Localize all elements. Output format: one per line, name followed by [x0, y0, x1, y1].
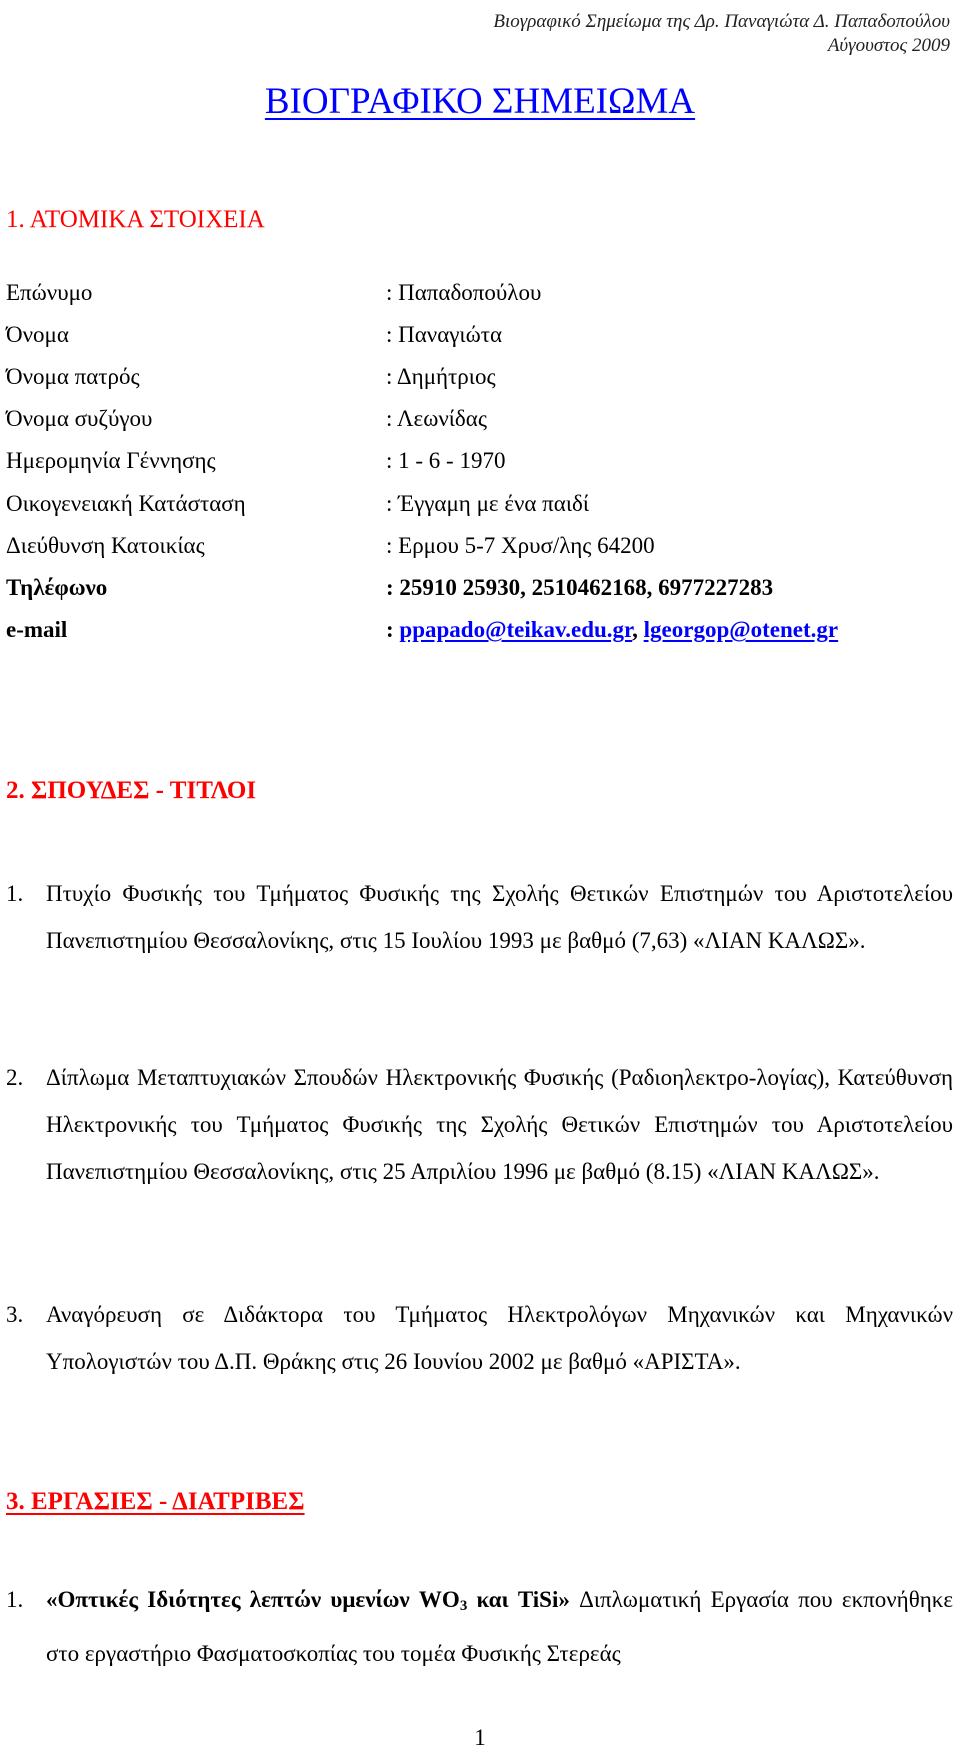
info-row-father-name — [6, 364, 946, 404]
info-label: e-mail — [6, 617, 68, 642]
email-prefix: : — [386, 617, 400, 642]
section-heading-studies: 2. ΣΠΟΥΔΕΣ - ΤΙΤΛΟΙ — [6, 777, 257, 804]
section-heading-theses: 3. ΕΡΓΑΣΙΕΣ - ΔΙΑΤΡΙΒΕΣ — [6, 1488, 305, 1515]
section-heading-personal-info: 1. ΑΤΟΜΙΚΑ ΣΤΟΙΧΕΙΑ — [6, 206, 265, 233]
running-header — [493, 10, 950, 58]
info-value: : 1 - 6 - 1970 — [386, 448, 506, 473]
thesis-title-part1: «Οπτικές Ιδιότητες λεπτών υμενίων WO — [46, 1587, 460, 1612]
info-row-surname — [6, 280, 946, 320]
study-item-3 — [6, 1291, 953, 1385]
study-item-1 — [6, 870, 953, 964]
info-label: Διεύθυνση Κατοικίας — [6, 533, 205, 558]
document-title: ΒΙΟΓΡΑΦΙΚΟ ΣΗΜΕΙΩΜΑ — [264, 81, 696, 122]
item-number: 2. — [6, 1065, 24, 1090]
info-label: Οικογενειακή Κατάσταση — [6, 491, 246, 516]
info-row-birth-date — [6, 448, 946, 488]
info-row-first-name — [6, 322, 946, 362]
email-value — [386, 617, 838, 643]
info-label: Επώνυμο — [6, 280, 93, 305]
info-row-address — [6, 533, 946, 573]
info-value: : Παναγιώτα — [386, 322, 503, 347]
item-number: 3. — [6, 1302, 24, 1327]
info-row-email — [6, 617, 946, 657]
thesis-item-1 — [6, 1576, 953, 1677]
email-link-teikav[interactable]: ppapado@teikav.edu.gr — [399, 617, 633, 642]
thesis-title-subscript: 3 — [459, 1598, 468, 1614]
info-label: Ημερομηνία Γέννησης — [6, 448, 216, 473]
info-value: : Παπαδοπούλου — [386, 280, 542, 305]
info-label: Όνομα — [6, 322, 69, 347]
info-label: Όνομα συζύγου — [6, 406, 153, 431]
thesis-description: Διπλωματική Εργασία που εκπονήθηκε στο εργαστήριο Φασματοσκοπίας του τομέα Φυσικής Στερεάς — [46, 1587, 953, 1666]
item-text: Πτυχίο Φυσικής του Τμήματος Φυσικής της Σχολής Θετικών Επιστημών του Αριστοτελείου Πανεπιστημίου Θεσσαλονίκης, στις 15 Ιουλίου 1993 με βαθμό (7,63) «ΛΙΑΝ ΚΑΛΩΣ». — [46, 881, 953, 953]
thesis-title-part2: και TiSi» — [467, 1587, 570, 1612]
info-value: : Λεωνίδας — [386, 406, 487, 431]
item-text: Δίπλωμα Μεταπτυχιακών Σπουδών Ηλεκτρονικής Φυσικής (Ραδιοηλεκτρο-λογίας), Κατεύθυνση Ηλεκτρονικής του Τμήματος Φυσικής της Σχολής Θετικών Επιστημών του Αριστοτελείου Πανεπιστημίου Θεσσαλονίκης, στις 25 Απριλίου 1996 με βαθμό (8.15) «ΛΙΑΝ ΚΑΛΩΣ». — [46, 1065, 953, 1184]
study-item-2 — [6, 1054, 953, 1195]
item-number: 1. — [6, 881, 24, 906]
info-row-spouse-name — [6, 406, 946, 446]
email-link-otenet[interactable]: lgeorgop@otenet.gr — [643, 617, 839, 642]
item-text: Αναγόρευση σε Διδάκτορα του Τμήματος Ηλεκτρολόγων Μηχανικών και Μηχανικών Υπολογιστών του Δ.Π. Θράκης στις 26 Ιουνίου 2002 με βαθμό «ΑΡΙΣΤΑ». — [46, 1302, 953, 1374]
info-value: : 25910 25930, 2510462168, 6977227283 — [386, 575, 774, 600]
page-number: 1 — [474, 1725, 486, 1750]
email-separator: , — [632, 617, 644, 642]
info-label: Όνομα πατρός — [6, 364, 140, 389]
info-value: : Έγγαμη με ένα παιδί — [386, 491, 590, 516]
info-label: Τηλέφωνο — [6, 575, 108, 600]
info-row-phone — [6, 575, 946, 615]
info-value: : Ερμου 5-7 Χρυσ/λης 64200 — [386, 533, 655, 558]
info-value: : Δημήτριος — [386, 364, 496, 389]
item-number: 1. — [6, 1587, 24, 1612]
header-date-line: Αύγουστος 2009 — [827, 35, 950, 56]
item-text — [6, 1576, 953, 1677]
info-row-marital-status — [6, 491, 946, 531]
header-author-line: Βιογραφικό Σημείωμα της Δρ. Παναγιώτα Δ. Παπαδοπούλου — [493, 11, 950, 32]
